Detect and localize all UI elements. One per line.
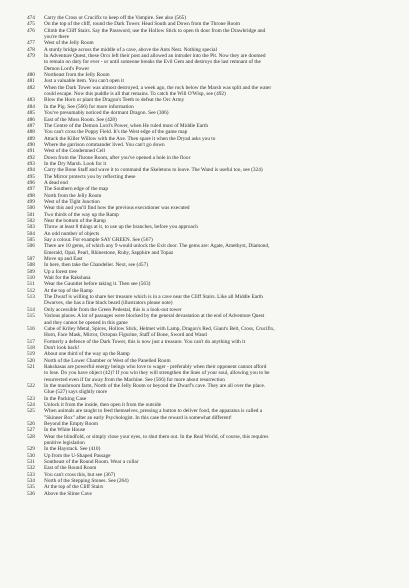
entry-number: 479	[27, 53, 35, 60]
entry-text: West of the Tight Junction	[44, 198, 100, 205]
numbered-hint-list	[27, 15, 399, 497]
entry-text: Up from the U-Shaped Passage	[44, 452, 111, 459]
entry-number: 493	[27, 160, 35, 167]
entry-number: 514	[27, 306, 35, 313]
list-item	[27, 85, 399, 98]
entry-text: You can't cross the Poppy Field. It's the West edge of the game map	[44, 129, 188, 136]
entry-text: Various places. A lot of passages were blocked by the general devastation at the end of Adventure Quest and they cannot be opened in this game	[44, 313, 265, 326]
entry-number: 531	[27, 459, 35, 466]
entry-text: In the Dry Marsh. Look for it	[44, 160, 107, 167]
entry-number: 526	[27, 421, 35, 427]
entry-text: A dead end	[44, 179, 68, 186]
list-item	[27, 243, 399, 256]
entry-text: There are 10 gems, of which any 9 would unlock the Exit door. The gems are: Agate, Amethyst, Diamond, Emerald, Opal, Pearl, Rhinestone, Ruby, Sapphire and Topaz	[44, 243, 270, 256]
entry-number: 486	[27, 116, 35, 123]
entry-number: 478	[27, 46, 35, 53]
list-item	[27, 491, 399, 497]
entry-number: 506	[27, 243, 35, 250]
entry-number: 511	[27, 281, 35, 288]
entry-number: 524	[27, 401, 35, 408]
entry-number: 535	[27, 484, 35, 491]
entry-text: Northeast from the Jelly Room	[44, 72, 110, 79]
entry-text: A sturdy bridge across the middle of a cave, above the Ants Nest. Nothing special	[44, 46, 217, 53]
entry-number: 495	[27, 173, 35, 180]
entry-text: Up a forest tree	[44, 268, 77, 275]
entry-number: 516	[27, 325, 35, 332]
entry-text: You've presumably noticed the dormant Dragon. See (306)	[44, 110, 169, 117]
entry-number: 530	[27, 452, 35, 459]
entry-text: Rakshasas are powerful energy beings who love to wager - preferably when their opponent cannot afford to lose. Do you have object (42)? If you win they will strengthen the lines of your soul, allowing you to be resurrected even if far away from the Machine. See (566) for more about resurrection	[44, 363, 270, 383]
list-item	[27, 383, 399, 396]
entry-text: The Dwarf is willing to share her treasure which is in a cave near the Cliff Stairs. Like all Middle Earth Dwarves, she has a fine black beard (illustrators please note)	[44, 294, 263, 307]
entry-number: 476	[27, 27, 35, 34]
entry-text: In the Pig. See (566) for more information	[44, 103, 134, 110]
entry-number: 519	[27, 351, 35, 358]
entry-number: 492	[27, 154, 35, 161]
entry-number: 500	[27, 205, 35, 212]
entry-text: Wait for the Rakshasa	[44, 275, 91, 282]
entry-number: 497	[27, 186, 35, 193]
entry-number: 532	[27, 465, 35, 472]
entry-number: 491	[27, 148, 35, 155]
entry-number: 521	[27, 363, 35, 370]
entry-text: On the top of the cliff, round the Dark Tower. Head South and Down from the Throne Room	[44, 21, 241, 28]
entry-text: Say a colour. For example SAY GREEN. See (567)	[44, 237, 153, 244]
entry-number: 499	[27, 198, 35, 205]
entry-number: 482	[27, 84, 35, 91]
entry-number: 503	[27, 224, 35, 231]
entry-text: The Southern edge of the map	[44, 186, 108, 193]
entry-text: The Centre of the Demon Lord's Power, when He ruled most of Middle Earth	[44, 122, 209, 129]
entry-number: 490	[27, 141, 35, 148]
entry-number: 512	[27, 287, 35, 294]
entry-number: 513	[27, 294, 35, 301]
entry-text: Formerly a defence of the Dark Tower, this is now just a treasure. You can't do anything with it	[44, 338, 246, 345]
list-item	[27, 364, 399, 383]
entry-text: In the Packing Case	[44, 395, 87, 402]
entry-number: 518	[27, 344, 35, 351]
entry-number: 527	[27, 427, 35, 434]
entry-number: 510	[27, 275, 35, 282]
entry-number: 508	[27, 262, 35, 269]
entry-text: Unlock it from the inside, then open it from the outside	[44, 401, 161, 408]
entry-text: Climb the Cliff Stairs. Say the Password, use the Hollow Stick to open th door from the Drawbridge and you're there	[44, 27, 266, 41]
entry-text: Above the Slime Cave	[44, 490, 92, 497]
entry-text: Attack the Killer Willow with the Axe. Then spare it when the Dryad asks you to	[44, 135, 216, 142]
entry-number: 494	[27, 167, 35, 174]
entry-text: In the Haystack. See (410)	[44, 446, 101, 453]
entry-number: 475	[27, 21, 35, 28]
entry-text: About one third of the way up the Ramp	[44, 351, 130, 358]
entry-text: Wear this and you'll find how the previous executioner was executed	[44, 205, 190, 212]
entry-text: You can't cross this, but see (367)	[44, 471, 116, 478]
entry-number: 522	[27, 382, 35, 389]
entry-text: West of the Condemned Cell	[44, 148, 106, 155]
entry-text: In the White House	[44, 427, 86, 434]
entry-text: Throw at least 8 things at it, to use up the branches, before you approach	[44, 224, 198, 231]
entry-text: Blow the Horn or plant the Dragon's Teeth to defeat the Orc Army	[44, 97, 185, 104]
entry-number: 504	[27, 230, 35, 237]
entry-text: In here, then take the Chandelier. Next, see (457)	[44, 262, 148, 269]
entry-number: 536	[27, 490, 35, 497]
entry-text: Down from the Throne Room, after you've opened a hole in the floor	[44, 154, 191, 161]
entry-text: Cube of Kriley Metal, Spices, Hollow Stick, Helmet with Lamp, Dragon's Red, Giant's Belt, Cross, Crucifix, Horn, Face Mask, Mirror, Octopus Figurine, Staff of Bone, Sword and Wand	[44, 325, 275, 339]
entry-text: An odd number of objects	[44, 230, 100, 237]
entry-number: 505	[27, 237, 35, 244]
entry-number: 498	[27, 192, 35, 199]
entry-text: North from the Jelly Room	[44, 192, 102, 199]
list-item	[27, 294, 399, 307]
entry-text: East of the Moss Room. See (428)	[44, 116, 117, 123]
entry-number: 474	[27, 15, 35, 21]
entry-text: Carry the Bone Staff and wave it to command the Skeletons to leave. The Wand is useful too, see (324)	[44, 167, 263, 174]
entry-number: 533	[27, 471, 35, 478]
entry-number: 477	[27, 40, 35, 47]
entry-text: In the mushroom farm, North of the Jelly Room or beyond the Dwarf's cave. They are all over the place. Glue (527) says slightly more	[44, 382, 266, 396]
entry-number: 534	[27, 478, 35, 485]
entry-text: Move up and East	[44, 256, 83, 263]
entry-text: When animals are taught to feed themselves, pressing a button to deliver food, the apparatus is called a "Skinner Box" after an early Psychologist. In this case the reward is somewhat different!	[44, 408, 263, 421]
entry-number: 528	[27, 433, 35, 440]
entry-number: 523	[27, 395, 35, 402]
entry-number: 487	[27, 122, 35, 129]
entry-number: 496	[27, 179, 35, 186]
entry-text: North of the Lower Chamber or West of the Panelled Room	[44, 357, 171, 364]
entry-text: West of the Jelly Room	[44, 40, 94, 47]
list-item	[27, 408, 399, 421]
entry-text: Carry the Cross or Crucifix to keep off the Vampire. See also (565)	[44, 15, 187, 21]
list-item	[27, 326, 399, 339]
entry-text: Beyond the Empty Room	[44, 421, 98, 427]
entry-number: 509	[27, 268, 35, 275]
entry-number: 485	[27, 110, 35, 117]
entry-text: At the top of the Cliff Stairs	[44, 484, 104, 491]
entry-text: Wear the Gauntlet before taking it. Then see (563)	[44, 281, 151, 288]
entry-text: Wear the blindfold, or simply close your eyes, to shut them out. In the Real World, of course, this requires punitive legislation	[44, 433, 269, 447]
entry-number: 488	[27, 129, 35, 136]
list-item	[27, 28, 399, 41]
entry-text: Near the bottom of the Ramp	[44, 218, 106, 224]
entry-number: 501	[27, 211, 35, 218]
entry-text: At the top of the Ramp	[44, 287, 93, 294]
entry-number: 480	[27, 72, 35, 79]
entry-number: 525	[27, 408, 35, 415]
entry-number: 515	[27, 313, 35, 320]
entry-text: The Mirror protects you by reflecting these	[44, 173, 136, 180]
entry-text: North of the Stepping Stones. See (264)	[44, 478, 129, 485]
entry-text: Two thirds of the way up the Ramp	[44, 211, 119, 218]
entry-text: East of the Round Room	[44, 465, 97, 472]
entry-text: Don't look back!	[44, 344, 80, 351]
entry-number: 507	[27, 256, 35, 263]
list-item	[27, 434, 399, 447]
entry-text: Just a valuable item. You can't open it	[44, 78, 124, 85]
entry-text: Southeast of the Round Room. Wear a collar	[44, 459, 139, 466]
entry-text: Only accessible from the Green Pedestal, this is a look-out tower	[44, 306, 182, 313]
entry-number: 481	[27, 78, 35, 85]
entry-number: 484	[27, 103, 35, 110]
entry-number: 517	[27, 338, 35, 345]
entry-number: 502	[27, 218, 35, 224]
entry-number: 483	[27, 97, 35, 104]
entry-number: 520	[27, 357, 35, 364]
entry-number: 489	[27, 135, 35, 142]
entry-number: 529	[27, 446, 35, 453]
list-item	[27, 313, 399, 326]
list-item	[27, 53, 399, 72]
entry-text: When the Dark Tower was almost destroyed, a week ago, the rock below the Marsh was split and the water could escape. Now this puddle is all that remains. To catch the Will O'Wisp, see (492)	[44, 84, 272, 98]
entry-text: In Adventure Quest, these Orcs left their post and allowed an intruder into the Pit. Now they are doomed to remain on duty for ever - or until someone breaks the Evil Gem and destroys the last remnant of the Demon Lord's Power	[44, 53, 266, 72]
entry-text: Where the garrison commander lived. You can't go down	[44, 141, 165, 148]
